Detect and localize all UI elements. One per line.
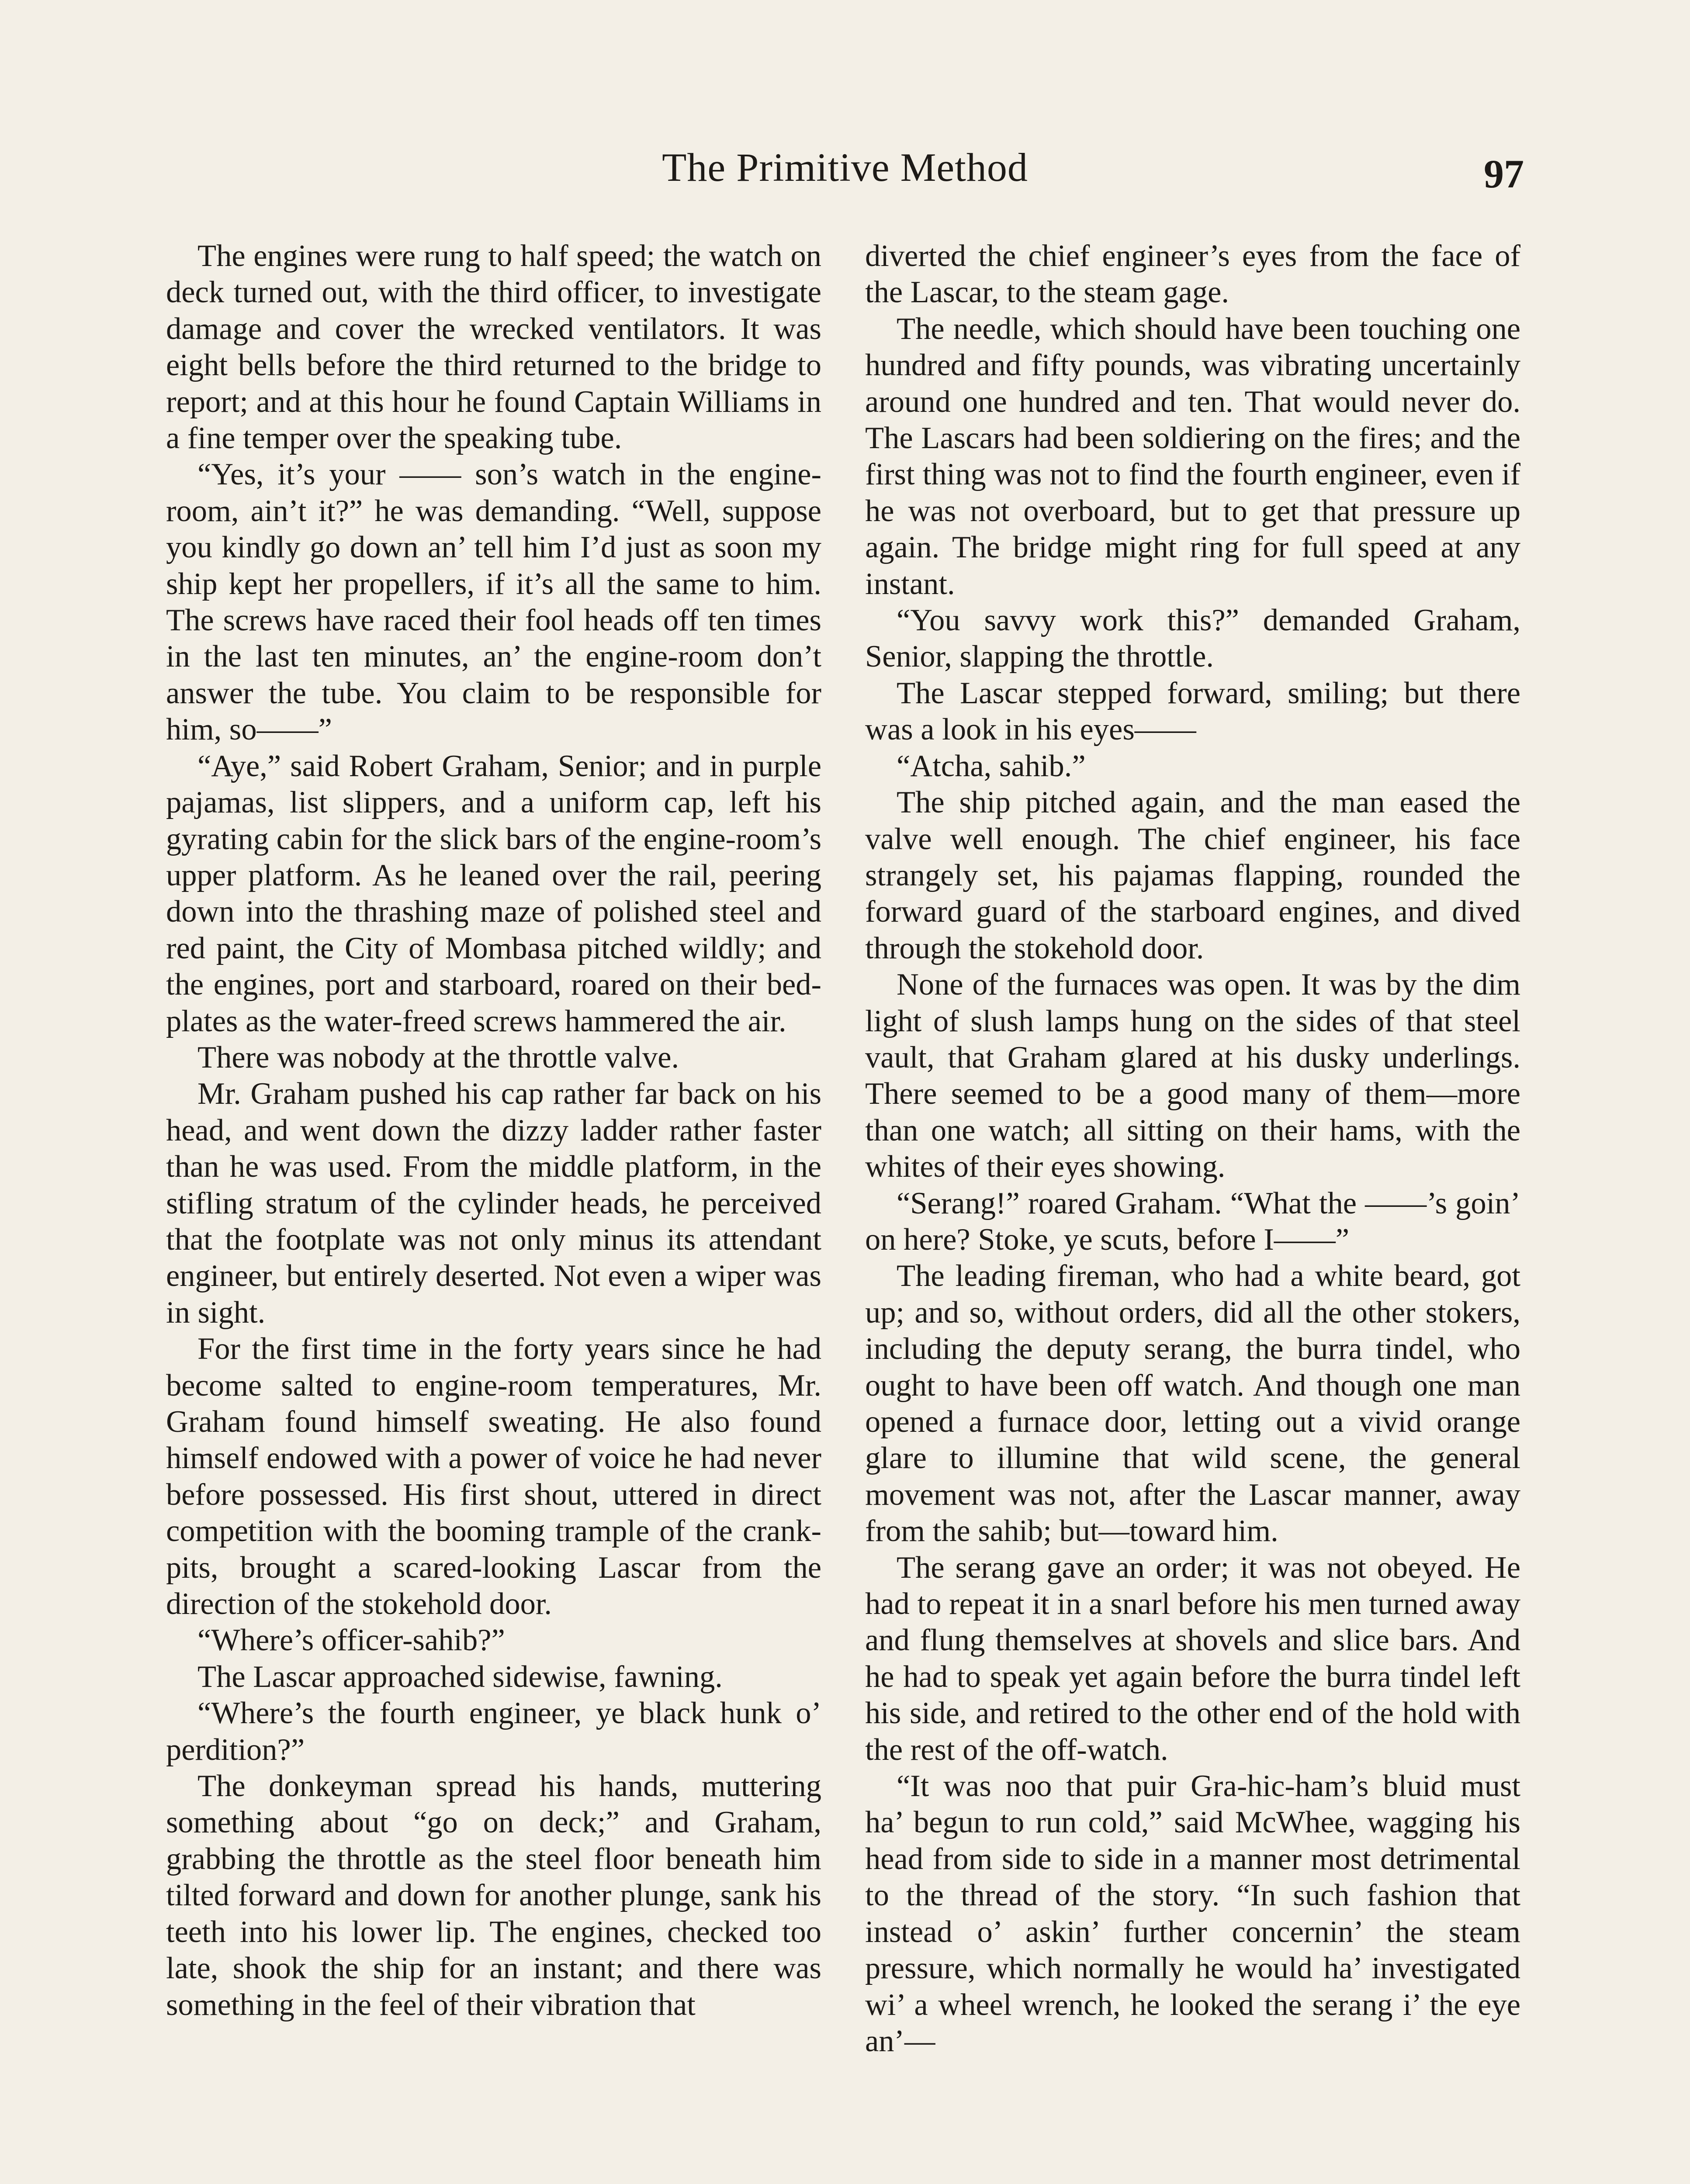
paragraph: “Aye,” said Robert Graham, Senior; and in purple pajamas, list slippers, and a uniform cap, left his gyrating cabin for the slick bars of the engine-room’s upper platform. As he leaned over the rail, peering down into the thrashing maze of polished steel and red paint, the City of Mombasa pitched wildly; and the engines, port and starboard, roared on their bed-plates as the water-freed screws hammered the air. xyxy=(166,749,821,1038)
paragraph: The leading fireman, who had a white beard, got up; and so, without orders, did all the other stokers, including the deputy serang, the burra tindel, who ought to have been off watch. And though one man opened a furnace door, letting out a vivid orange glare to illumine that wild scene, the general movement was not, after the Lascar manner, away from the sahib; but—toward him. xyxy=(865,1259,1520,1548)
paragraph: There was nobody at the throttle valve. xyxy=(197,1040,679,1075)
paragraph: The needle, which should have been touching one hundred and fifty pounds, was vibrating uncertainly around one hundred and ten. That would never do. The Lascars had been soldiering on the fires; and the first thing was not to find the fourth engineer, even if he was not overboard, but to get that pressure up again. The bridge might ring for full speed at any instant. xyxy=(865,311,1520,601)
page-number: 97 xyxy=(1484,152,1524,196)
paragraph: “Serang!” roared Graham. “What the ——’s goin’ on here? Stoke, ye scuts, before I——” xyxy=(865,1186,1520,1257)
paragraph: None of the furnaces was open. It was by the dim light of slush lamps hung on the sides of that steel vault, that Graham glared at his dusky underlings. There seemed to be a good many of them—more than one watch; all sitting on their hams, with the whites of their eyes showing. xyxy=(865,968,1520,1184)
paragraph: diverted the chief engineer’s eyes from the face of the Lascar, to the steam gage. xyxy=(865,239,1520,310)
paragraph: The donkeyman spread his hands, muttering something about “go on deck;” and Graham, grabbing the throttle as the steel floor beneath him tilted forward and down for another plunge, sank his teeth into his lower lip. The engines, checked too late, shook the ship for an instant; and there was something in the feel of their vibration that xyxy=(166,1769,821,2022)
paragraph: “It was noo that puir Gra-hic-ham’s bluid must ha’ begun to run cold,” said McWhee, wagging his head from side to side in a manner most detrimental to the thread of the story. “In such fashion that instead o’ askin’ further concernin’ the steam pressure, which normally he would ha’ investigated wi’ a wheel wrench, he looked the serang i’ the eye an’— xyxy=(865,1769,1520,2058)
paragraph: The ship pitched again, and the man eased the valve well enough. The chief engineer, his face strangely set, his pajamas flapping, rounded the forward guard of the starboard engines, and dived through the stokehold door. xyxy=(865,785,1520,965)
paragraph: “Where’s officer-sahib?” xyxy=(197,1623,505,1658)
paragraph: The serang gave an order; it was not obeyed. He had to repeat it in a snarl before his men turned away and flung themselves at shovels and slice bars. And he had to speak yet again before the burra tindel left his side, and retired to the other end of the hold with the rest of the off-watch. xyxy=(865,1550,1520,1767)
paragraph: “Yes, it’s your —— son’s watch in the engine-room, ain’t it?” he was demanding. “Well, suppose you kindly go down an’ tell him I’d just as soon my ship kept her propellers, if it’s all the same to him. The screws have raced their fool heads off ten times in the last ten minutes, an’ the engine-room don’t answer the tube. You claim to be responsible for him, so——” xyxy=(166,457,821,747)
left-text-column xyxy=(166,238,821,2023)
paragraph: For the first time in the forty years since he had become salted to engine-room temperatures, Mr. Graham found himself sweating. He also found himself endowed with a power of voice he had never before possessed. His first shout, uttered in direct competition with the booming trample of the crank-pits, brought a scared-looking Lascar from the direction of the stokehold door. xyxy=(166,1332,821,1621)
paragraph: The engines were rung to half speed; the watch on deck turned out, with the third officer, to investigate damage and cover the wrecked ventilators. It was eight bells before the third returned to the bridge to report; and at this hour he found Captain Williams in a fine temper over the speaking tube. xyxy=(166,239,821,456)
paragraph: “You savvy work this?” demanded Graham, Senior, slapping the throttle. xyxy=(865,603,1520,674)
paragraph: The Lascar stepped forward, smiling; but there was a look in his eyes—— xyxy=(865,676,1520,747)
paragraph: “Where’s the fourth engineer, ye black hunk o’ perdition?” xyxy=(166,1696,821,1767)
right-text-column xyxy=(865,238,1520,2060)
paragraph: Mr. Graham pushed his cap rather far back on his head, and went down the dizzy ladder rather faster than he was used. From the middle platform, in the stifling stratum of the cylinder heads, he perceived that the footplate was not only minus its attendant engineer, but entirely deserted. Not even a wiper was in sight. xyxy=(166,1077,821,1330)
running-head-title: The Primitive Method xyxy=(662,145,1028,190)
paragraph: “Atcha, sahib.” xyxy=(897,749,1086,783)
paragraph: The Lascar approached sidewise, fawning. xyxy=(197,1659,723,1694)
